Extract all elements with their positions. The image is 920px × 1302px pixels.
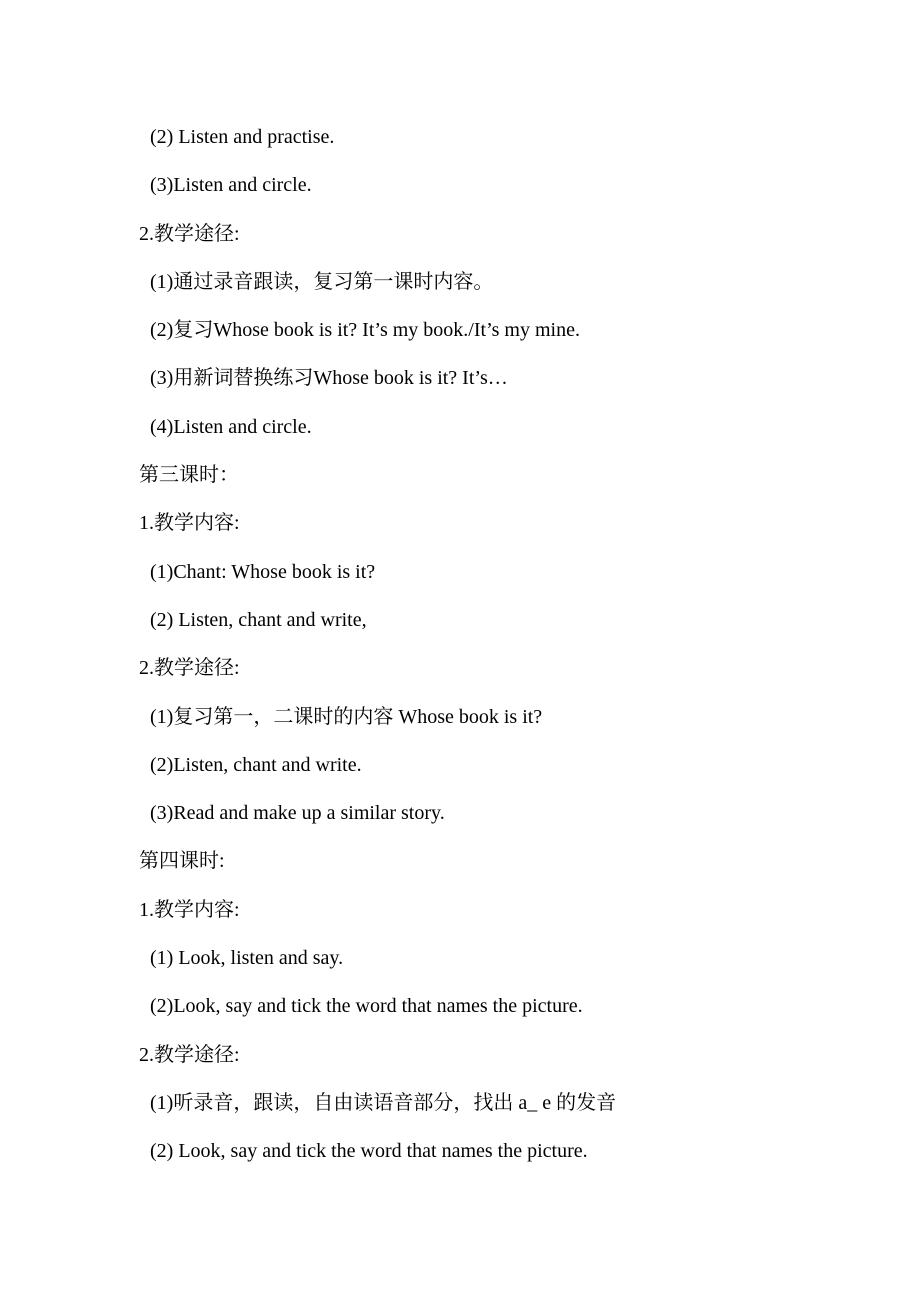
list-item: (3)用新词替换练习Whose book is it? It’s… xyxy=(150,367,508,390)
list-item: (1)Chant: Whose book is it? xyxy=(150,560,376,583)
section-heading: 第四课时: xyxy=(139,850,225,873)
list-item: (2)Look, say and tick the word that names the picture. xyxy=(150,995,583,1018)
list-item: (3)Read and make up a similar story. xyxy=(150,802,445,825)
list-item: (2) Listen, chant and write, xyxy=(150,608,367,631)
section-heading: 2.教学途径: xyxy=(139,657,240,680)
list-item: (3)Listen and circle. xyxy=(150,174,312,197)
list-item: (4)Listen and circle. xyxy=(150,415,312,438)
document-body xyxy=(0,113,920,1176)
list-item: (2) Look, say and tick the word that names the picture. xyxy=(150,1140,588,1163)
list-item: (1)听录音，跟读，自由读语音部分，找出 a_ e 的发音 xyxy=(150,1091,617,1114)
list-item: (2)Listen, chant and write. xyxy=(150,753,362,776)
list-item: (1)复习第一，二课时的内容 Whose book is it? xyxy=(150,705,543,728)
section-heading: 2.教学途径: xyxy=(139,1043,240,1066)
section-heading: 1.教学内容: xyxy=(139,512,240,535)
list-item: (1)通过录音跟读，复习第一课时内容。 xyxy=(150,270,494,293)
list-item: (2)复习Whose book is it? It’s my book./It’s my mine. xyxy=(150,319,580,342)
section-heading: 第三课时： xyxy=(139,464,239,487)
section-heading: 1.教学内容: xyxy=(139,898,240,921)
list-item: (1) Look, listen and say. xyxy=(150,947,344,970)
list-item: (2) Listen and practise. xyxy=(150,126,335,148)
section-heading: 2.教学途径: xyxy=(139,222,240,245)
